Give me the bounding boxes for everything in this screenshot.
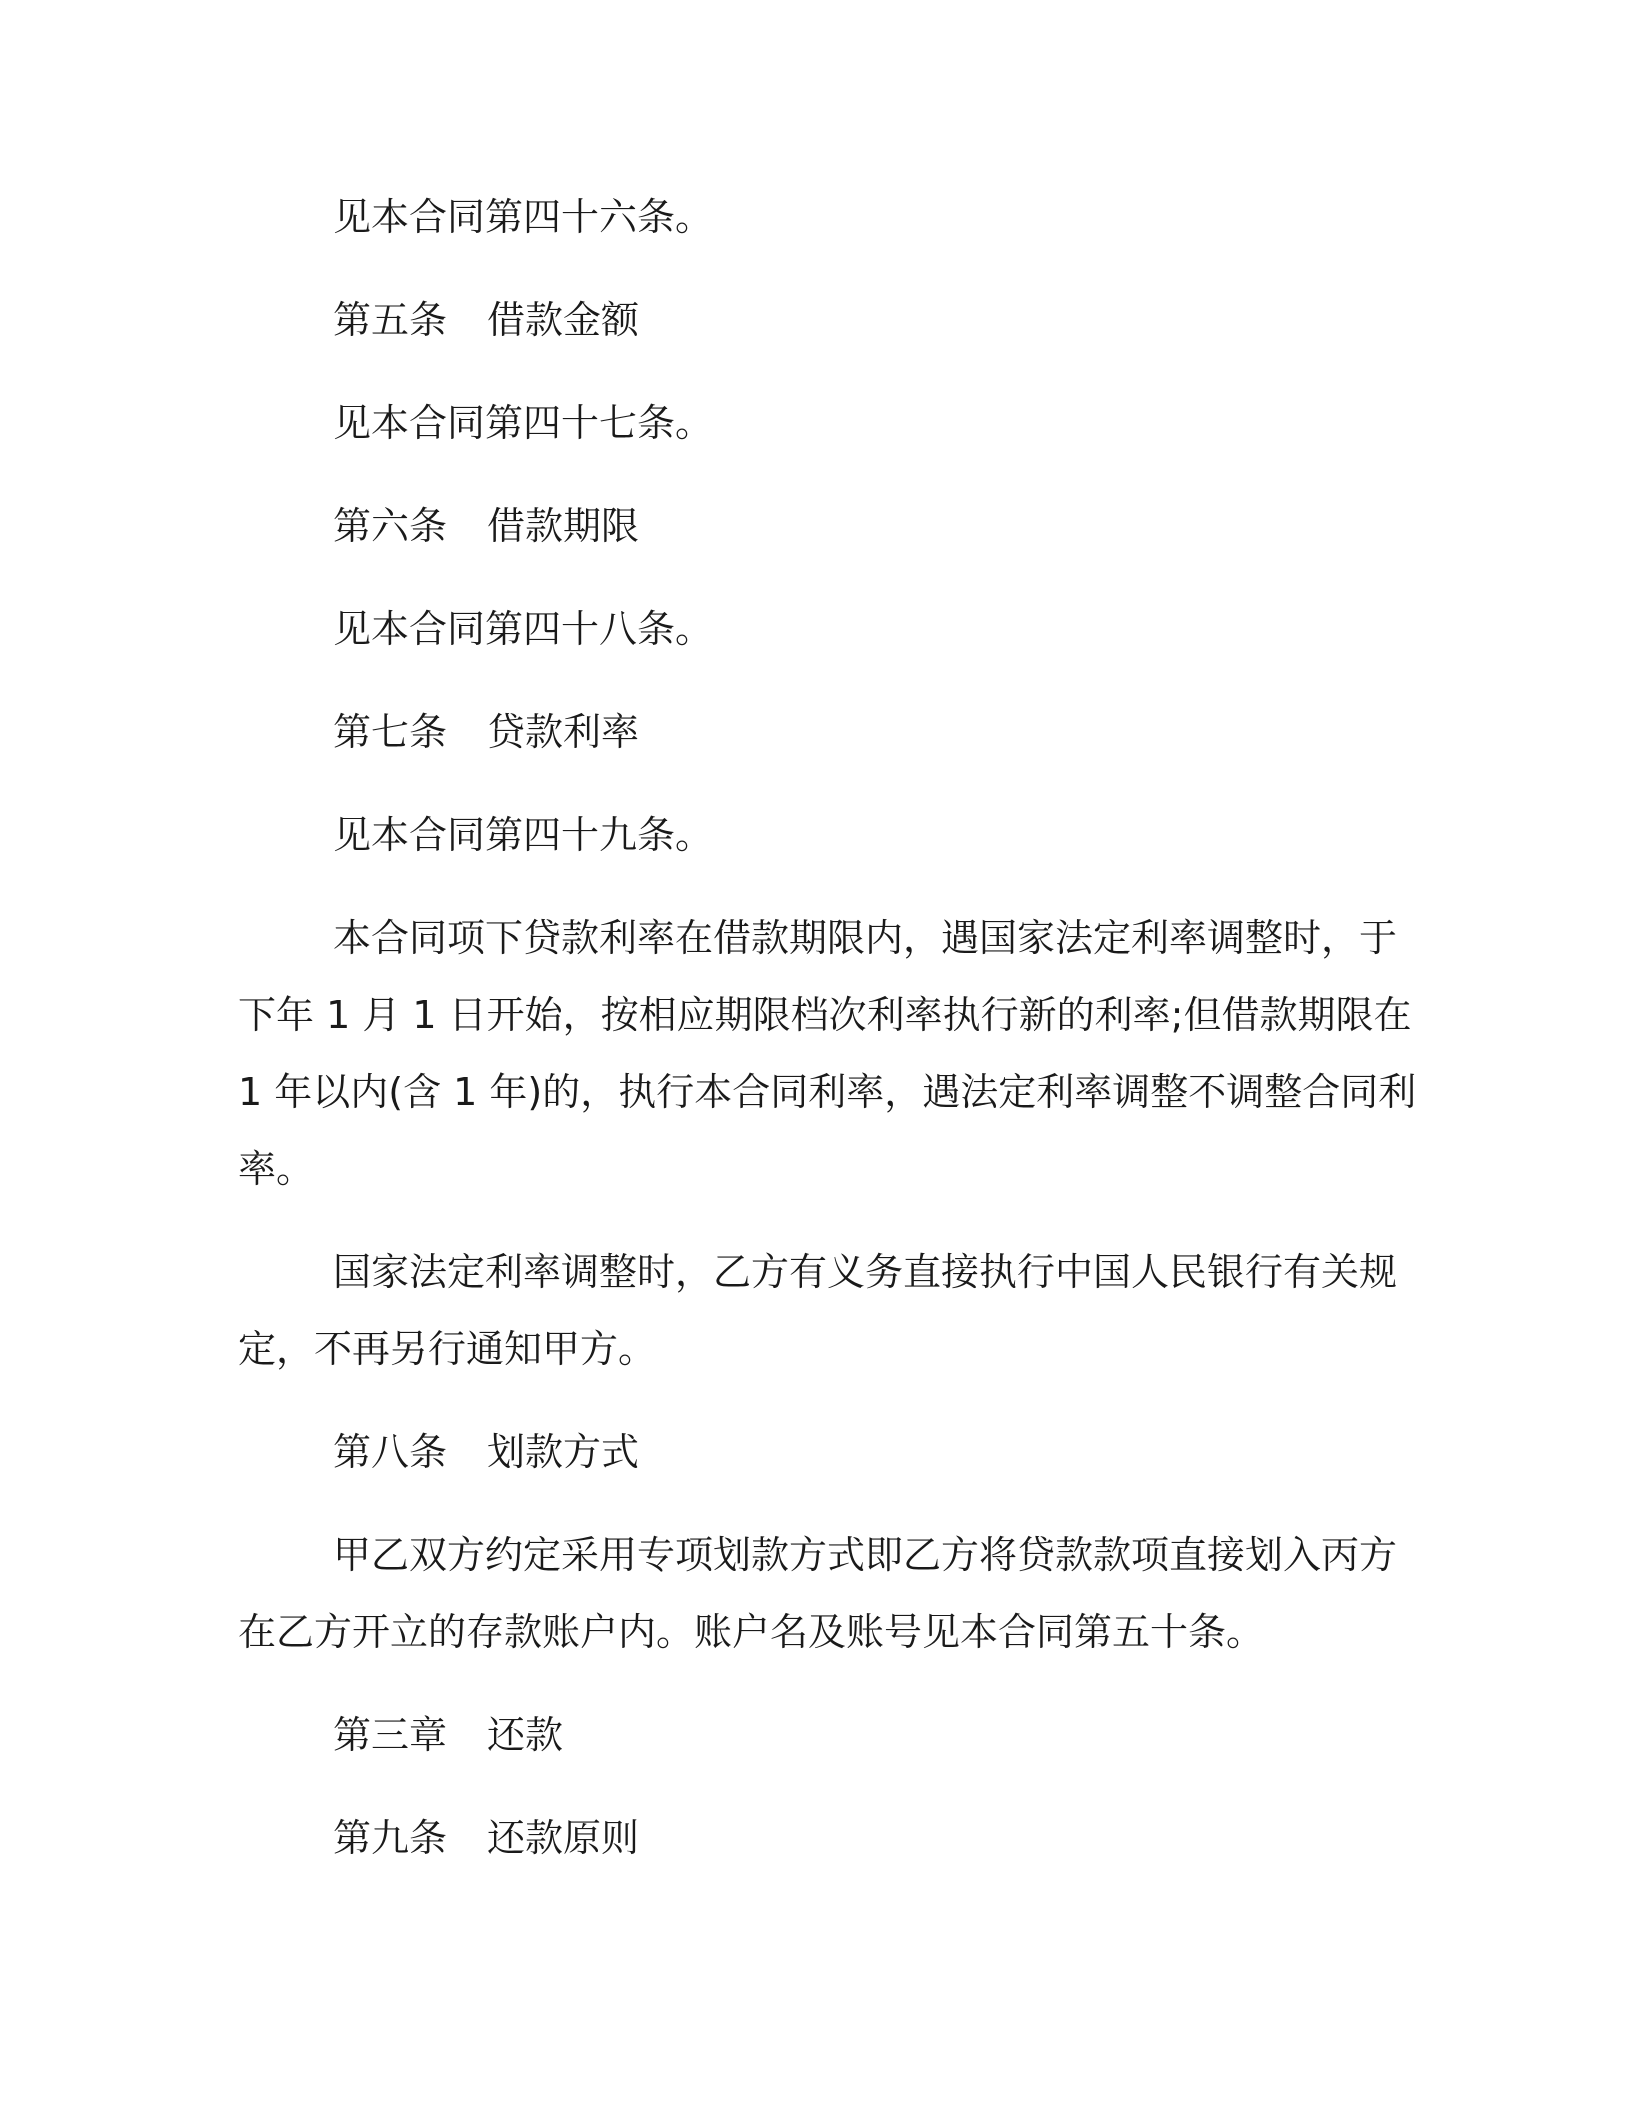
- article-6-heading: [333, 504, 640, 548]
- rate-paragraph-line-4: 率。: [238, 1147, 315, 1191]
- article-title: 划款方式: [487, 1430, 640, 1474]
- adjust-paragraph-line-1: 国家法定利率调整时，乙方有义务直接执行中国人民银行有关规: [333, 1250, 1398, 1294]
- rate-paragraph-line-2: 下年 1 月 1 日开始，按相应期限档次利率执行新的利率;但借款期限在: [238, 993, 1412, 1037]
- article-number: 第八条: [333, 1430, 448, 1474]
- rate-paragraph-line-3: 1 年以内(含 1 年)的，执行本合同利率，遇法定利率调整不调整合同利: [238, 1070, 1417, 1114]
- article-number: 第五条: [333, 298, 448, 342]
- article-title: 贷款利率: [487, 710, 640, 754]
- article-number: 第七条: [333, 710, 448, 754]
- article-5-heading: [333, 298, 640, 342]
- chapter-number: 第三章: [333, 1713, 448, 1757]
- reference-line-49: 见本合同第四十九条。: [333, 813, 714, 857]
- reference-line-47: 见本合同第四十七条。: [333, 401, 714, 445]
- article-7-heading: [333, 710, 640, 754]
- article-number: 第六条: [333, 504, 448, 548]
- rate-paragraph-line-1: 本合同项下贷款利率在借款期限内，遇国家法定利率调整时，于: [333, 916, 1398, 960]
- article-title: 借款金额: [487, 298, 640, 342]
- article-9-heading: [333, 1816, 640, 1860]
- article-number: 第九条: [333, 1816, 448, 1860]
- article-title: 还款原则: [487, 1816, 640, 1860]
- article-8-heading: [333, 1430, 640, 1474]
- article-title: 借款期限: [487, 504, 640, 548]
- reference-line-48: 见本合同第四十八条。: [333, 607, 714, 651]
- transfer-paragraph-line-2: 在乙方开立的存款账户内。账户名及账号见本合同第五十条。: [238, 1610, 1265, 1654]
- chapter-title: 还款: [487, 1713, 564, 1757]
- chapter-3-heading: [333, 1713, 564, 1757]
- adjust-paragraph-line-2: 定，不再另行通知甲方。: [238, 1327, 657, 1371]
- reference-line-46: 见本合同第四十六条。: [333, 195, 714, 239]
- transfer-paragraph-line-1: 甲乙双方约定采用专项划款方式即乙方将贷款款项直接划入丙方: [333, 1533, 1398, 1577]
